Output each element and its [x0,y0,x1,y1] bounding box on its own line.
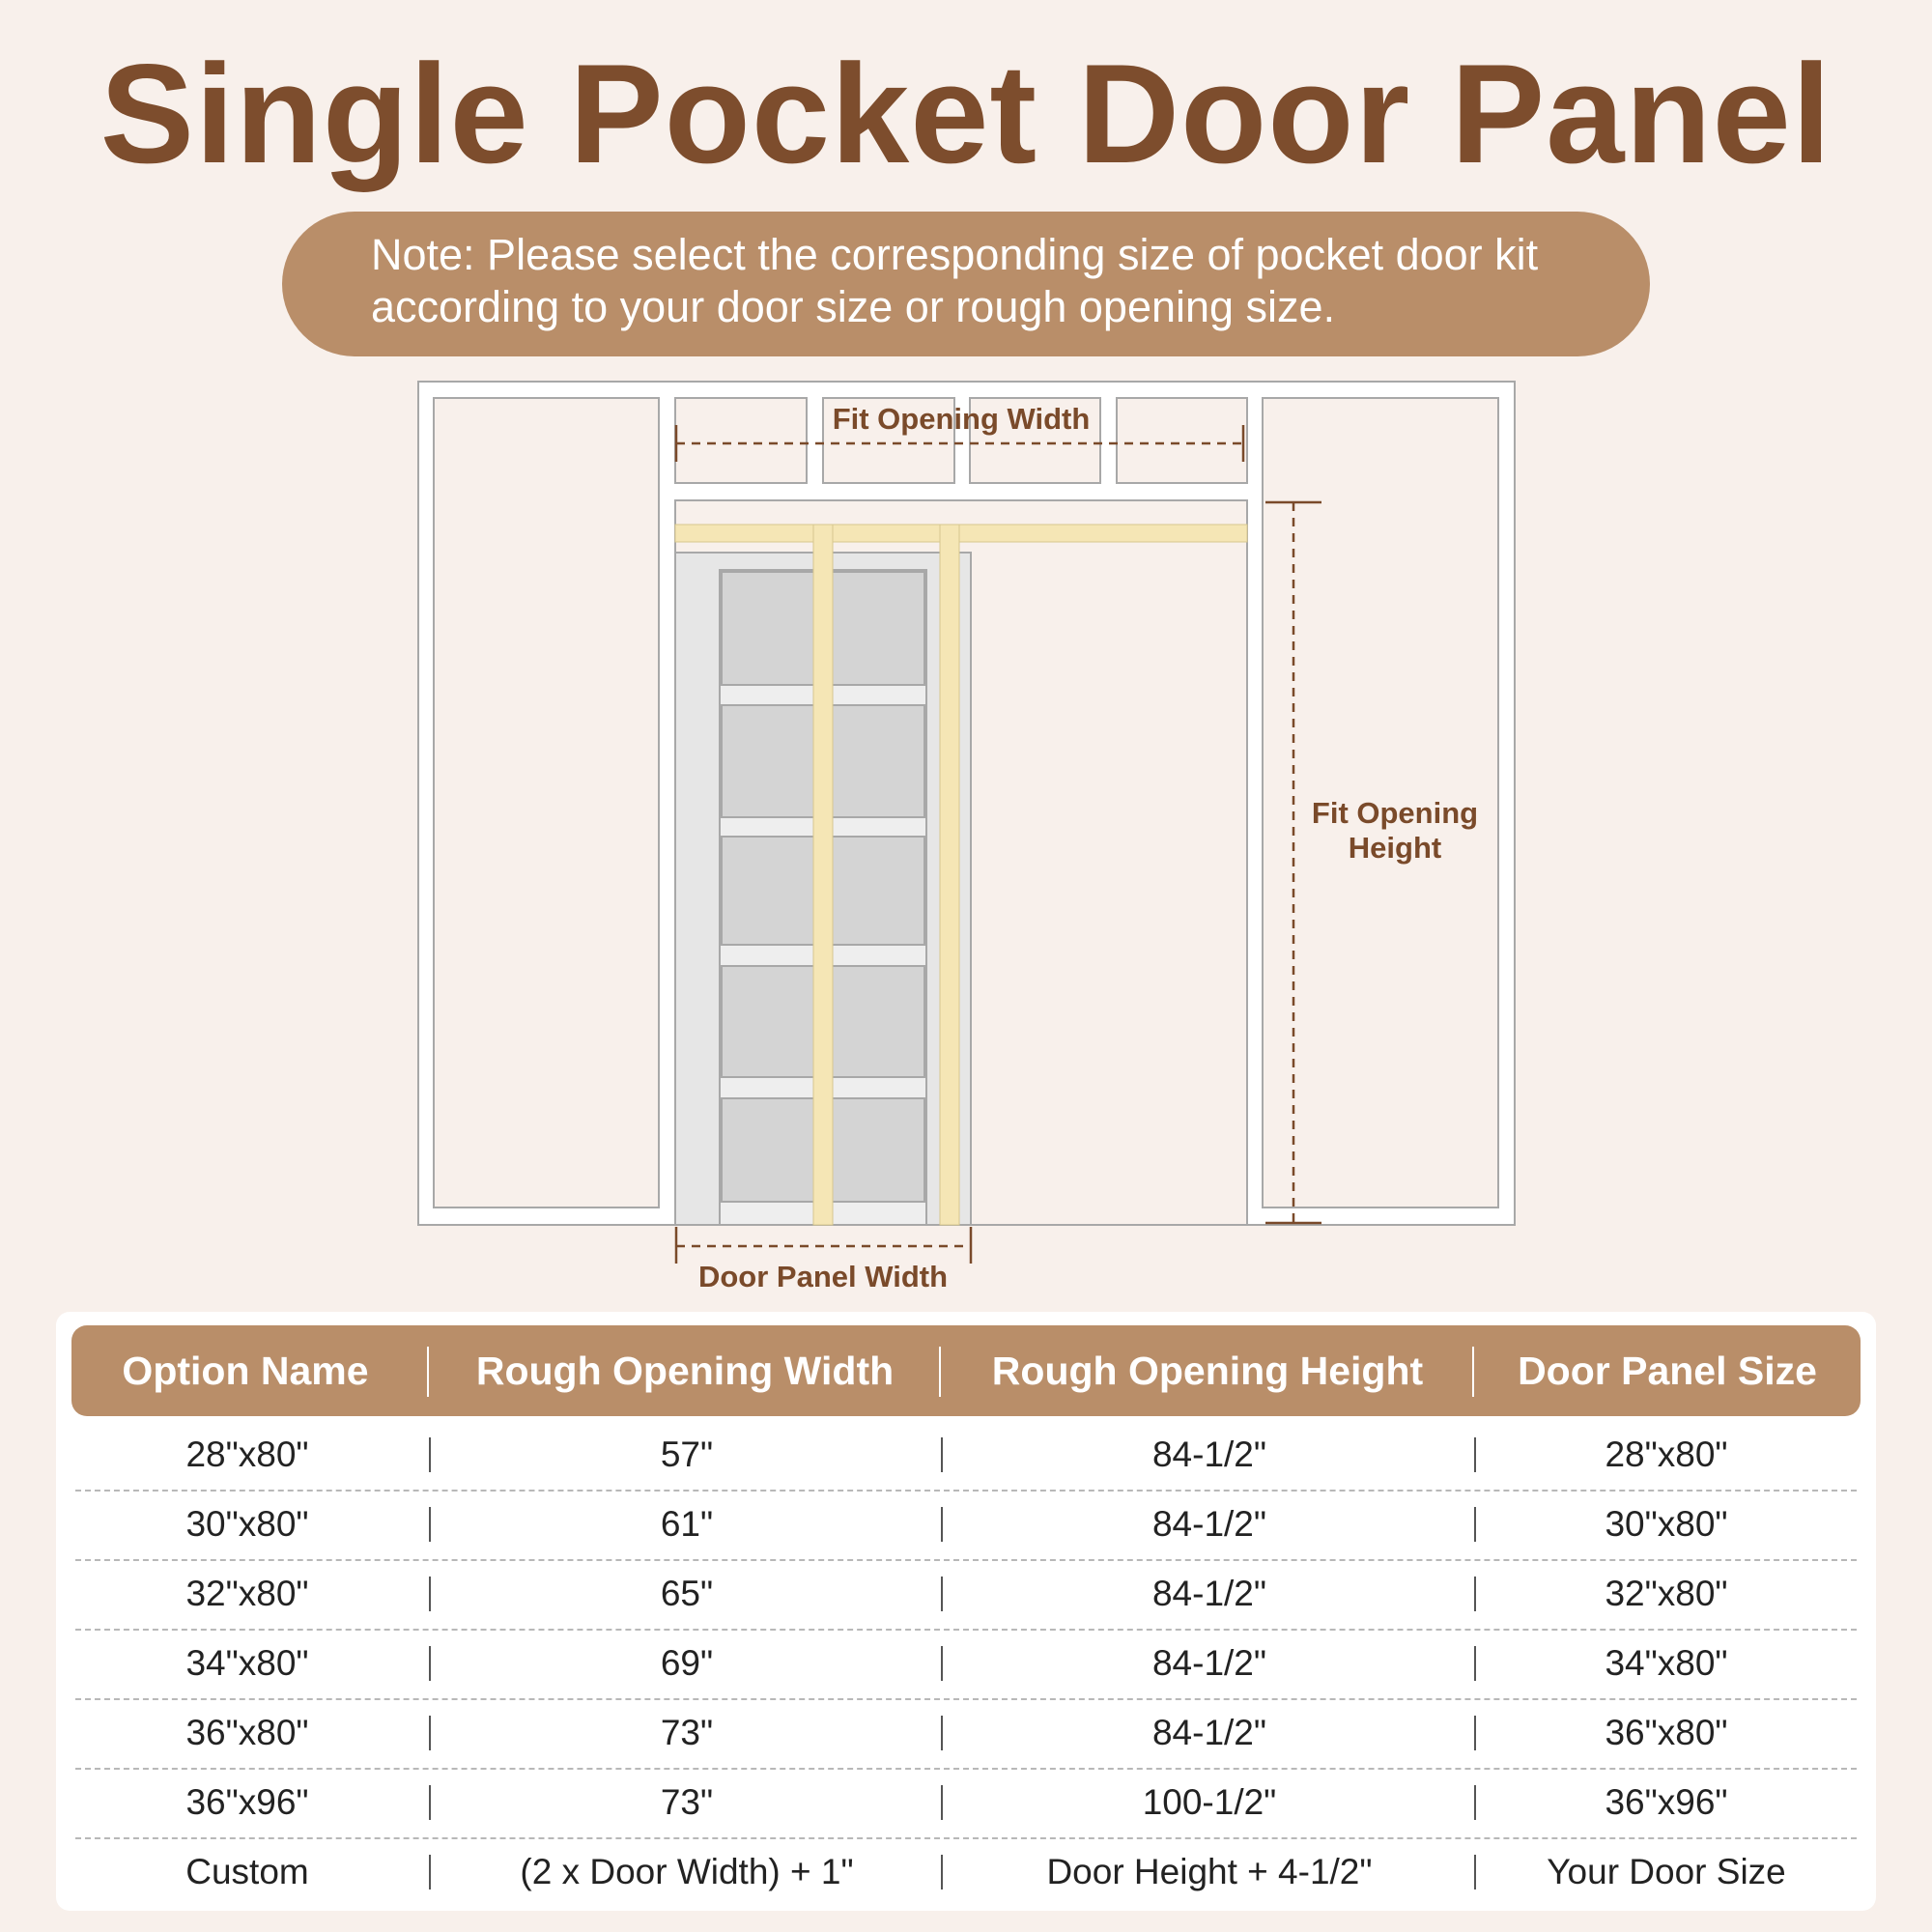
header-box-4 [1117,398,1247,483]
cell-option-name: Custom [185,1852,309,1891]
cell-panel-size: 36"x80" [1605,1713,1728,1752]
cell-option-name: 28"x80" [185,1435,309,1474]
table-header [71,1325,1861,1416]
cell-option-name: 36"x80" [185,1713,309,1752]
cell-option-name: 32"x80" [185,1574,309,1613]
header-option-name: Option Name [122,1349,369,1393]
label-fit-opening-height-2: Height [1348,831,1442,865]
cell-rough-height: 84-1/2" [1151,1574,1267,1613]
cell-panel-size: 28"x80" [1605,1435,1728,1474]
header-box-1 [675,398,807,483]
cell-panel-size: 36"x96" [1605,1782,1728,1822]
cell-rough-height: 100-1/2" [1142,1782,1277,1822]
cell-rough-height: 84-1/2" [1151,1643,1267,1683]
cell-rough-width: 61" [660,1504,714,1544]
label-fit-opening-width: Fit Opening Width [832,402,1091,436]
cell-rough-height: 84-1/2" [1151,1504,1267,1544]
cell-panel-size: Your Door Size [1547,1852,1786,1891]
cell-rough-height: 84-1/2" [1151,1435,1267,1474]
header-rough-opening-height: Rough Opening Height [991,1349,1424,1393]
cell-option-name: 30"x80" [185,1504,309,1544]
cell-rough-width: 73" [660,1782,714,1822]
cell-option-name: 36"x96" [185,1782,309,1822]
header-door-panel-size: Door Panel Size [1518,1349,1817,1393]
table-row [75,1768,1857,1839]
cell-rough-width: 73" [660,1713,714,1752]
table-row [75,1559,1857,1631]
cell-panel-size: 34"x80" [1605,1643,1728,1683]
cell-panel-size: 30"x80" [1605,1504,1728,1544]
cell-rough-width: (2 x Door Width) + 1" [520,1852,854,1891]
split-stud-1 [813,525,833,1225]
header-track [675,525,1247,542]
size-table [56,1312,1876,1911]
cell-panel-size: 32"x80" [1605,1574,1728,1613]
panel-width-dimension [676,1227,971,1264]
table-row [75,1490,1857,1561]
note-text: Note: Please select the corresponding size of pocket door kit according to your door size or rough opening size. [371,230,1539,331]
page-title: Single Pocket Door Panel [99,35,1833,192]
label-door-panel-width: Door Panel Width [697,1260,949,1293]
cell-rough-height: Door Height + 4-1/2" [1046,1852,1373,1891]
cell-rough-width: 57" [660,1435,714,1474]
cell-rough-width: 65" [660,1574,714,1613]
table-row [75,1629,1857,1700]
table-row [75,1420,1857,1492]
left-wall-panel [434,398,659,1208]
cell-rough-width: 69" [660,1643,714,1683]
table-row [75,1837,1857,1907]
header-rough-opening-width: Rough Opening Width [475,1349,895,1393]
label-fit-opening-height-1: Fit Opening [1311,796,1479,830]
cell-rough-height: 84-1/2" [1151,1713,1267,1752]
table-row [75,1698,1857,1770]
split-stud-2 [940,525,959,1225]
cell-option-name: 34"x80" [185,1643,309,1683]
